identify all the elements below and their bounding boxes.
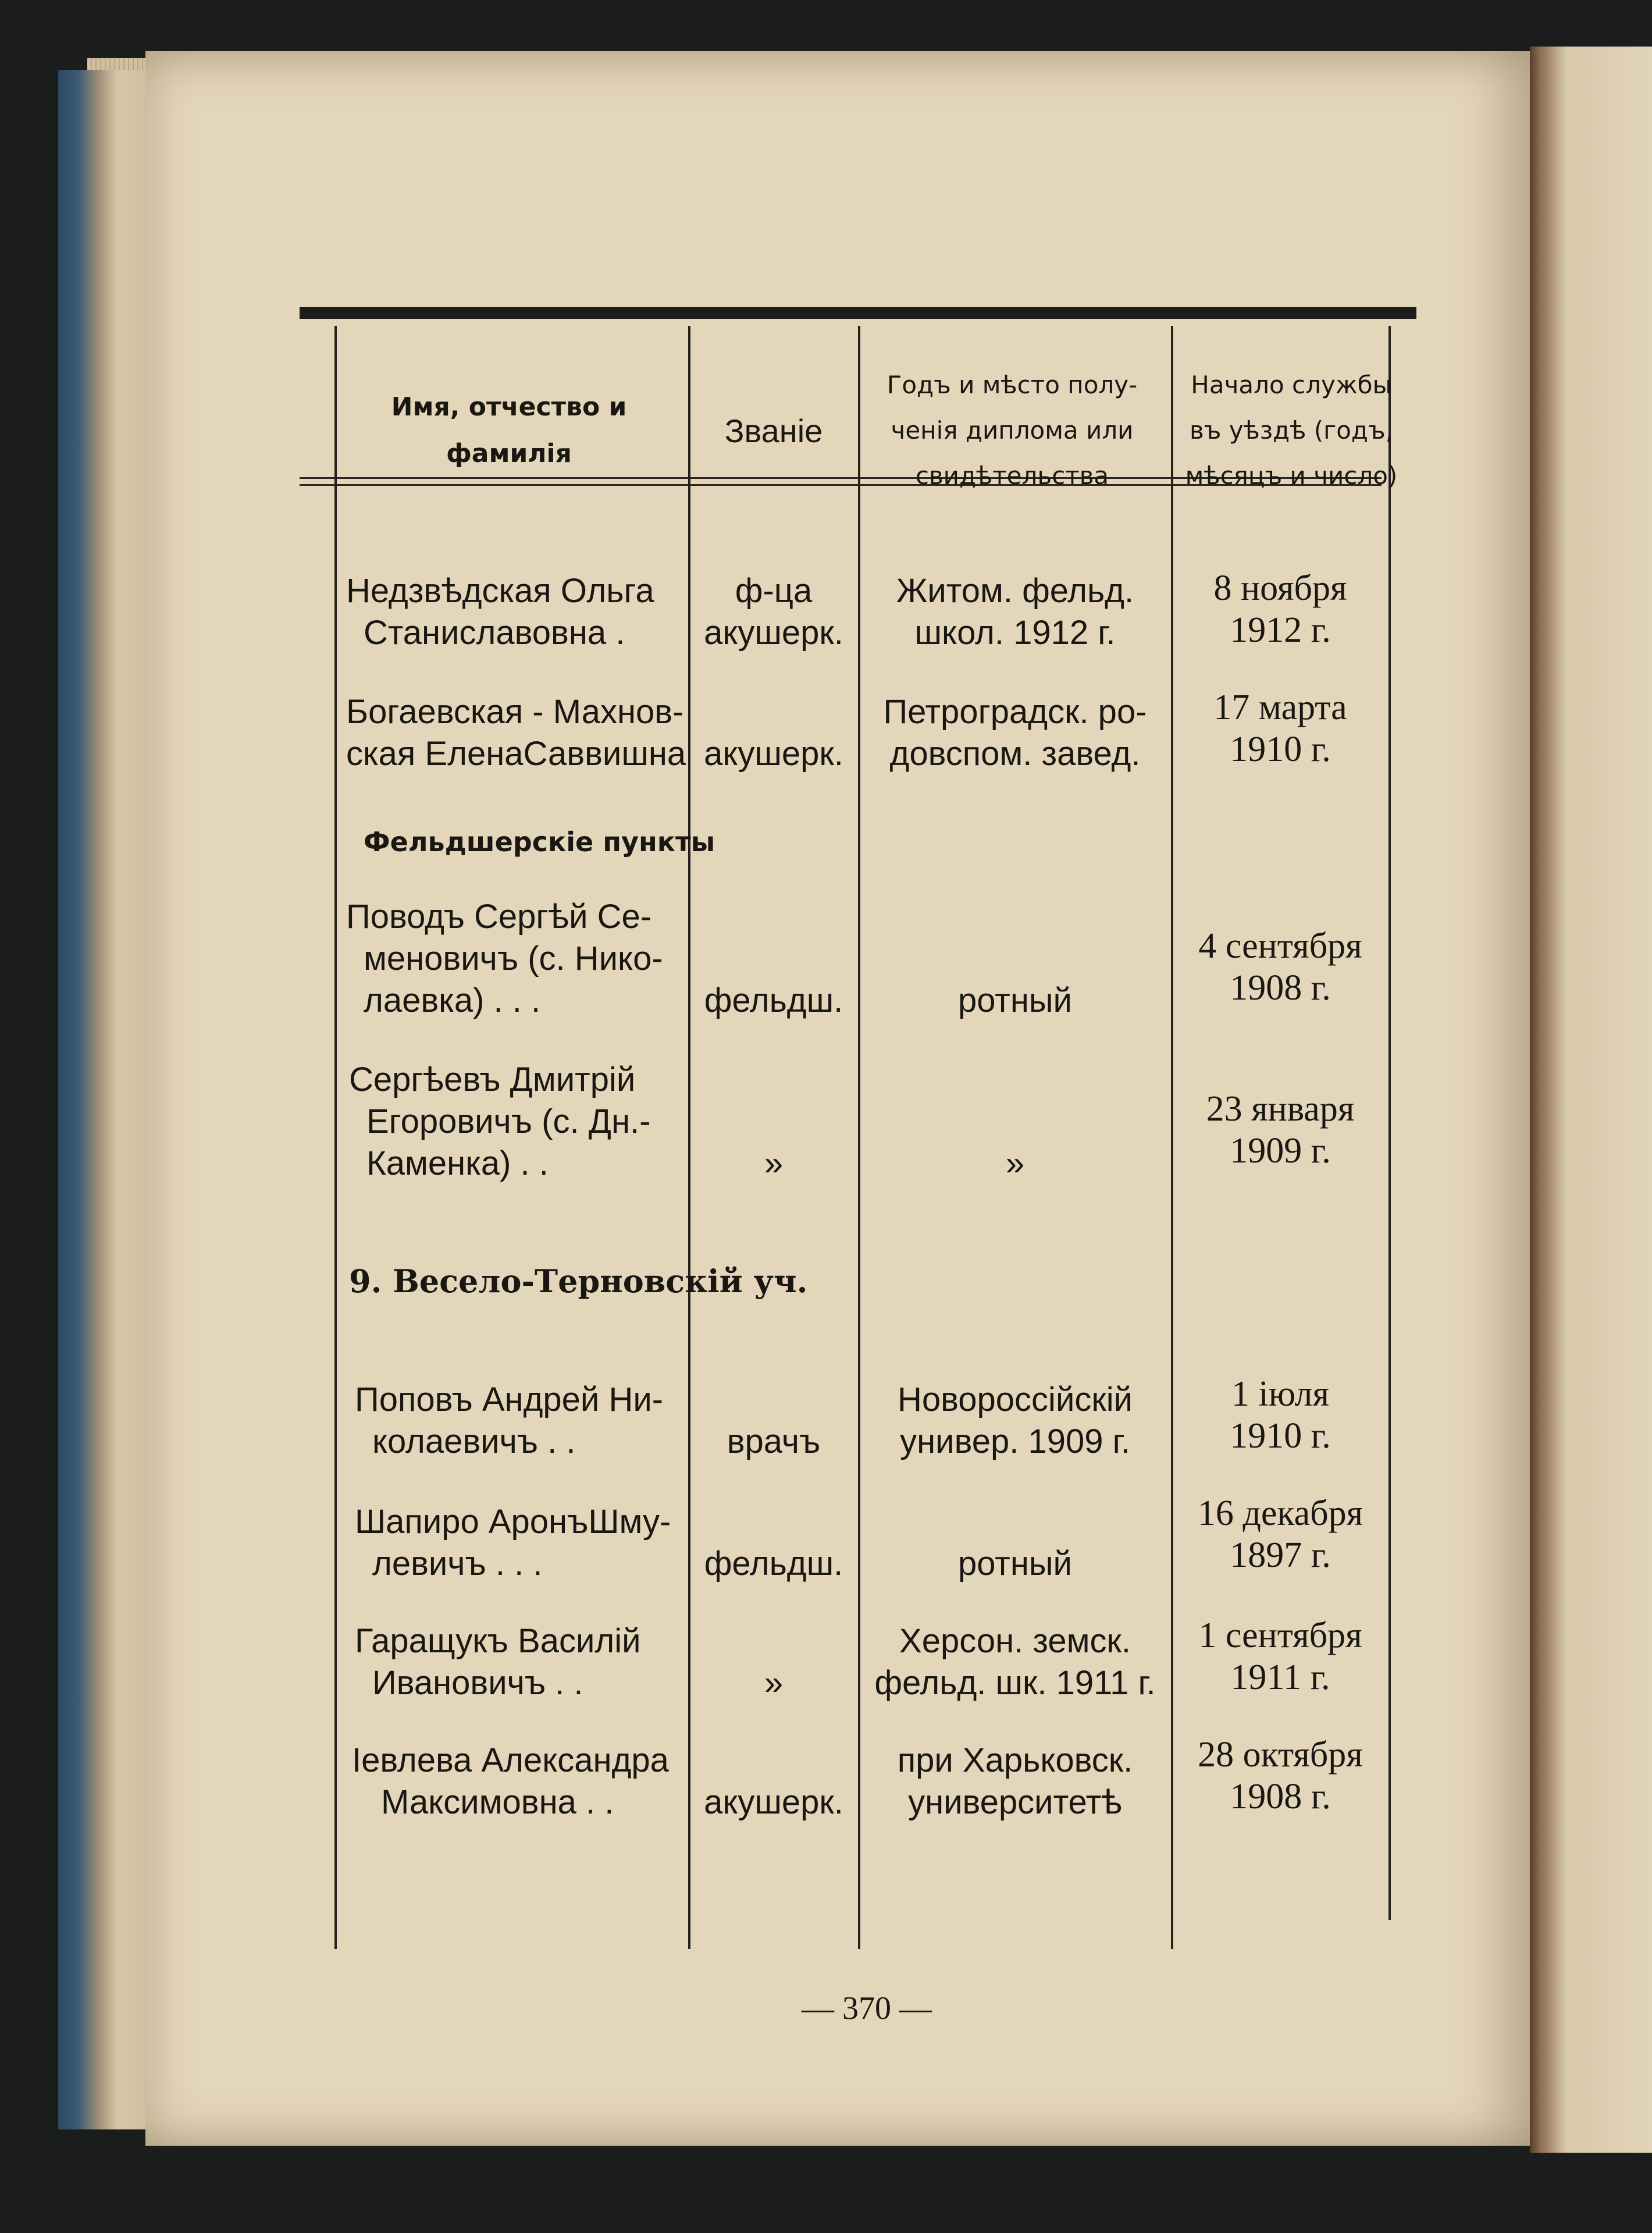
rank-line: фельдш. bbox=[704, 982, 843, 1019]
table-row-start bbox=[1172, 567, 1388, 651]
rank-line: акушерк. bbox=[704, 614, 843, 652]
table-row-name bbox=[355, 1379, 698, 1463]
table-row-start bbox=[1172, 687, 1388, 770]
start-line: 1908 г. bbox=[1230, 968, 1331, 1008]
page-number: — 370 — bbox=[802, 1990, 932, 2026]
rank-line: » bbox=[764, 1144, 784, 1182]
start-line: 1912 г. bbox=[1230, 610, 1331, 650]
section-heading: Фельдшерскіе пункты bbox=[364, 826, 715, 858]
start-line: 1909 г. bbox=[1230, 1131, 1331, 1171]
table-row-name bbox=[349, 1059, 692, 1185]
name-line: колаевичъ . . bbox=[372, 1423, 576, 1460]
start-line: 1908 г. bbox=[1230, 1777, 1331, 1816]
rank-line: акушерк. bbox=[704, 1783, 843, 1821]
table-row-start bbox=[1172, 925, 1388, 1009]
table-row-name bbox=[346, 691, 689, 775]
name-line: Іевлева Александра bbox=[352, 1741, 669, 1779]
rank-line: » bbox=[764, 1664, 784, 1702]
diploma-line: университетѣ bbox=[908, 1783, 1122, 1821]
table-row-rank bbox=[689, 1782, 858, 1823]
table-row-diploma bbox=[859, 570, 1171, 654]
diploma-line: Житом. фельд. bbox=[896, 572, 1134, 610]
table-row-diploma bbox=[859, 1740, 1171, 1823]
rank-line: врачъ bbox=[727, 1423, 821, 1460]
book-cover-edge bbox=[58, 70, 157, 2129]
header-rank bbox=[689, 367, 858, 495]
start-line: 1 іюля bbox=[1231, 1374, 1329, 1414]
start-line: 8 ноября bbox=[1213, 568, 1347, 608]
start-line: 4 сентября bbox=[1198, 926, 1362, 966]
diploma-line: ротный bbox=[958, 1545, 1072, 1583]
header-start bbox=[1172, 346, 1411, 515]
header-rank-label: Званіе bbox=[724, 412, 823, 449]
table-row-name bbox=[346, 570, 683, 654]
start-line: 16 декабря bbox=[1197, 1494, 1363, 1533]
table-row-rank bbox=[689, 1543, 858, 1585]
header-start-line: мѣсяцъ и число) bbox=[1185, 461, 1398, 490]
name-line: Богаевская - Махнов- bbox=[346, 693, 684, 731]
diploma-line: довспом. завед. bbox=[889, 735, 1141, 773]
start-line: 23 января bbox=[1206, 1089, 1355, 1129]
header-start-line: Начало службы bbox=[1191, 371, 1392, 399]
header-start-line: въ уѣздѣ (годъ, bbox=[1189, 416, 1393, 445]
table-row-rank bbox=[689, 570, 858, 654]
name-line: левичъ . . . bbox=[372, 1545, 543, 1583]
header-diploma bbox=[858, 346, 1166, 515]
start-line: 28 октября bbox=[1198, 1735, 1363, 1775]
diploma-line: Новороссійскій bbox=[897, 1381, 1133, 1418]
diploma-line: при Харьковск. bbox=[897, 1741, 1133, 1779]
diploma-line: ротный bbox=[958, 982, 1072, 1019]
table-row-name bbox=[346, 896, 689, 1022]
header-name bbox=[334, 367, 683, 495]
name-line: Станиславовна . bbox=[364, 614, 625, 652]
table-row-name bbox=[355, 1501, 698, 1585]
diploma-line: универ. 1909 г. bbox=[900, 1423, 1130, 1460]
table-row-start bbox=[1172, 1615, 1388, 1698]
table-row-name bbox=[352, 1740, 695, 1823]
column-line-left bbox=[334, 326, 337, 1949]
column-line-right bbox=[1388, 326, 1391, 1920]
start-line: 1910 г. bbox=[1230, 730, 1331, 769]
table-row-diploma bbox=[859, 691, 1171, 775]
table-row-start bbox=[1172, 1734, 1388, 1818]
name-line: Недзвѣдская Ольга bbox=[346, 572, 654, 610]
name-line: лаевка) . . . bbox=[364, 982, 541, 1019]
diploma-line: фельд. шк. 1911 г. bbox=[874, 1664, 1156, 1702]
header-name-line: Имя, отчество и bbox=[391, 392, 627, 422]
table-row-diploma bbox=[859, 1379, 1171, 1463]
name-line: ская ЕленаСаввишна bbox=[346, 735, 686, 773]
header-diploma-line: свидѣтельства bbox=[915, 461, 1109, 490]
name-line: Гаращукъ Василій bbox=[355, 1622, 641, 1660]
name-line: Егоровичъ (с. Дн.- bbox=[366, 1103, 651, 1140]
table-row-start bbox=[1172, 1492, 1388, 1576]
start-line: 1910 г. bbox=[1230, 1416, 1331, 1456]
section-heading: 9. Весело-Терновскій уч. bbox=[349, 1263, 808, 1300]
start-line: 17 марта bbox=[1213, 688, 1347, 727]
name-line: Ивановичъ . . bbox=[372, 1664, 583, 1702]
diploma-line: Петроградск. ро- bbox=[883, 693, 1147, 731]
diploma-line: Херсон. земск. bbox=[899, 1622, 1131, 1660]
name-line: меновичъ (с. Нико- bbox=[364, 940, 663, 977]
table-top-rule bbox=[300, 307, 1416, 319]
table-row-start bbox=[1172, 1373, 1388, 1457]
table-row-rank bbox=[689, 1421, 858, 1463]
name-line: Каменка) . . bbox=[366, 1144, 549, 1182]
rank-line: ф-ца bbox=[735, 572, 813, 610]
diploma-line: школ. 1912 г. bbox=[914, 614, 1116, 652]
name-line: Сергѣевъ Дмитрій bbox=[349, 1061, 636, 1098]
table-row-start bbox=[1172, 1088, 1388, 1172]
start-line: 1 сентября bbox=[1198, 1616, 1362, 1655]
table-row-name bbox=[355, 1620, 698, 1704]
header-diploma-line: Годъ и мѣсто полу- bbox=[886, 371, 1138, 399]
name-line: Шапиро АронъШму- bbox=[355, 1503, 671, 1541]
table-row-diploma bbox=[859, 1543, 1171, 1585]
header-diploma-line: ченія диплома или bbox=[891, 416, 1134, 445]
name-line: Поводъ Сергѣй Се- bbox=[346, 898, 652, 936]
table-row-diploma bbox=[859, 1143, 1171, 1185]
table-row-diploma bbox=[859, 980, 1171, 1022]
diploma-line: » bbox=[1005, 1144, 1025, 1182]
table-row-diploma bbox=[859, 1620, 1171, 1704]
rank-line: акушерк. bbox=[704, 735, 843, 773]
rank-line: фельдш. bbox=[704, 1545, 843, 1583]
table-row-rank bbox=[689, 733, 858, 775]
staff-table bbox=[300, 303, 1416, 1949]
start-line: 1897 г. bbox=[1230, 1535, 1331, 1575]
facing-page bbox=[1530, 47, 1652, 2153]
table-row-rank bbox=[689, 980, 858, 1022]
table-row-rank bbox=[689, 1662, 858, 1704]
header-name-line: фамилія bbox=[446, 439, 572, 468]
column-line-diploma bbox=[858, 326, 860, 1949]
name-line: Поповъ Андрей Ни- bbox=[355, 1381, 664, 1418]
table-row-rank bbox=[689, 1143, 858, 1185]
name-line: Максимовна . . bbox=[381, 1783, 614, 1821]
start-line: 1911 г. bbox=[1230, 1658, 1330, 1697]
